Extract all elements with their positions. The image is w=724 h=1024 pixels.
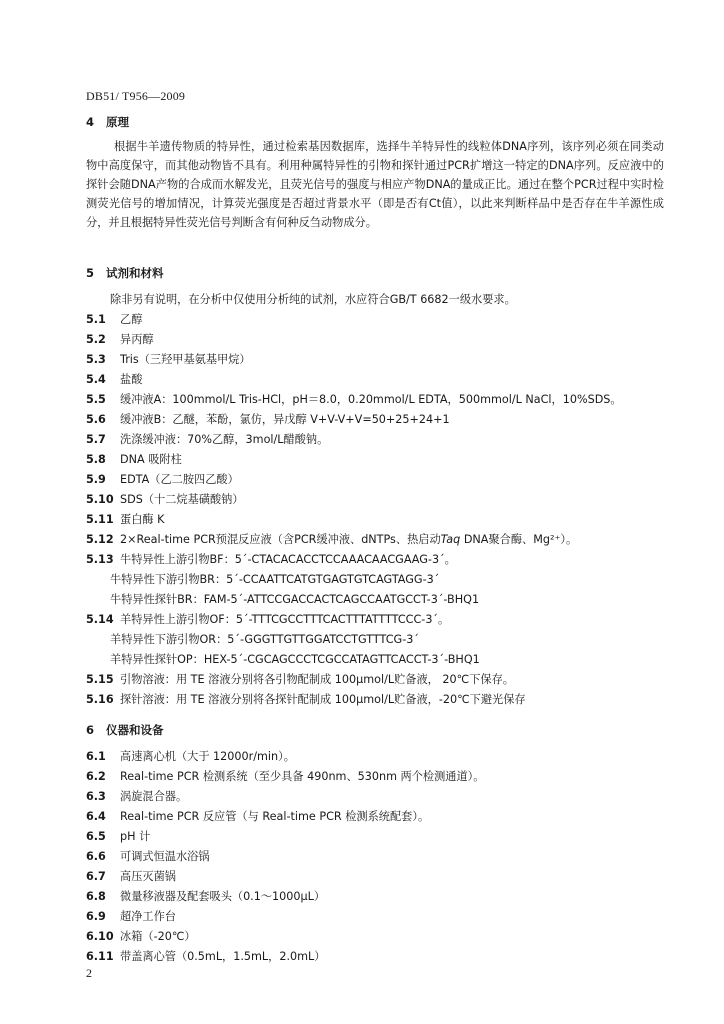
- item-text: 涡旋混合器。: [120, 790, 188, 803]
- item-text: 缓冲液A：100mmol/L Tris-HCl，pH＝8.0，0.20mmol/L EDTA，500mmol/L NaCl，10%SDS。: [120, 393, 622, 406]
- item-text: 异丙醇: [120, 333, 154, 346]
- item-number: 5.3: [86, 353, 106, 366]
- item-number: 6.3: [86, 790, 106, 803]
- item-number: 6.8: [86, 890, 106, 903]
- list-item-continuation: 牛特异性下游引物BR：5ˊ-CCAATTCATGTGAGTGTCAGTAGG-3ˊ: [110, 573, 440, 586]
- item-number: 5.8: [86, 453, 106, 466]
- section-5-heading: [86, 265, 164, 281]
- section-number: 5: [86, 266, 95, 280]
- list-item: [86, 788, 187, 804]
- item-number: 6.11: [86, 950, 114, 963]
- item-number: 6.7: [86, 870, 106, 883]
- list-item: [86, 351, 251, 367]
- item-number: 5.10: [86, 493, 114, 506]
- item-text: Real-time PCR 检测系统（至少具备 490nm、530nm 两个检测通道）。: [120, 770, 485, 783]
- item-text: Real-time PCR 反应管（与 Real-time PCR 检测系统配套）。: [120, 810, 430, 823]
- item-text: 蛋白酶 K: [120, 513, 165, 526]
- list-item: [86, 768, 484, 784]
- item-text: 2×Real-time PCR预混反应液（含PCR缓冲液、dNTPs、热启动: [120, 533, 441, 546]
- item-number: 5.14: [86, 613, 114, 626]
- list-item: [86, 948, 325, 964]
- item-number: 5.4: [86, 373, 106, 386]
- list-item: [86, 491, 244, 507]
- list-item-continuation: 羊特异性下游引物OR：5ˊ-GGGTTGTTGGATCCTGTTTCG-3ˊ: [110, 633, 419, 646]
- item-text: 牛特异性上游引物BF：5ˊ-CTACACACCTCCAAACAACGAAG-3ˊ。: [120, 553, 456, 566]
- section-4-body: 根据牛羊遗传物质的特异性，通过检索基因数据库，选择牛羊特异性的线粒体DNA序列，该序列必须在同类动物中高度保守，而其他动物皆不具有。利用种属特异性的引物和探针通过PCR扩增这一特定的DNA序列。反应液中的探针会随DNA产物的合成而水解发光，且荧光信号的强度与相应产物DNA的量成正比。通过在整个PCR过程中实时检测荧光信号的增加情况，计算荧光强度是否超过背景水平（即是否有Ct值），以此来判断样品中是否存在牛羊源性成分，并且根据特异性荧光信号判断含有何种反刍动物成分。: [86, 140, 664, 229]
- list-item-continuation: 羊特异性探针OP：HEX-5ˊ-CGCAGCCCTCGCCATAGTTCACCT-3ˊ-BHQ1: [110, 653, 480, 666]
- item-text: 探针溶液：用 TE 溶液分别将各探针配制成 100μmol/L贮备液，-20℃下避光保存: [120, 693, 526, 706]
- item-text: 盐酸: [120, 373, 143, 386]
- item-number: 6.6: [86, 850, 106, 863]
- list-item: [86, 828, 150, 844]
- section-number: 4: [86, 115, 95, 129]
- item-text: 缓冲液B：乙醚，苯酚，氯仿，异戊醇 V+V-V+V=50+25+24+1: [120, 413, 450, 426]
- list-item: [86, 748, 295, 764]
- item-text: 羊特异性上游引物OF：5ˊ-TTTCGCCTTTCACTTTATTTTCCC-3ˊ。: [120, 613, 450, 626]
- item-number: 5.1: [86, 313, 106, 326]
- item-text: 引物溶液：用 TE 溶液分别将各引物配制成 100μmol/L贮备液， 20℃下保存。: [120, 673, 514, 686]
- item-text: Tris（三羟甲基氨基甲烷）: [120, 353, 251, 366]
- item-number: 5.6: [86, 413, 106, 426]
- item-text: 冰箱（-20℃）: [120, 930, 196, 943]
- item-text: 高压灭菌锅: [120, 870, 176, 883]
- list-item: [86, 888, 325, 904]
- item-text: DNA聚合酶、Mg²⁺）。: [460, 533, 578, 546]
- item-number: 6.4: [86, 810, 106, 823]
- item-text: 乙醇: [120, 313, 143, 326]
- list-item: [86, 928, 196, 944]
- item-text: 可调式恒温水浴锅: [120, 850, 210, 863]
- section-number: 6: [86, 723, 95, 737]
- list-item: [86, 691, 526, 707]
- item-number: 5.9: [86, 473, 106, 486]
- list-item: [86, 511, 164, 527]
- list-item: [86, 611, 449, 627]
- item-number: 5.5: [86, 393, 106, 406]
- item-number: 5.15: [86, 673, 114, 686]
- list-item: [86, 551, 456, 567]
- list-item: [86, 391, 622, 407]
- section-5-intro: 除非另有说明，在分析中仅使用分析纯的试剂，水应符合GB/T 6682一级水要求。: [110, 293, 516, 306]
- list-item: [86, 671, 514, 687]
- item-text: 微量移液器及配套吸头（0.1～1000μL）: [120, 890, 326, 903]
- item-number: 5.12: [86, 533, 114, 546]
- list-item: [86, 431, 328, 447]
- item-text: 超净工作台: [120, 910, 176, 923]
- item-text: EDTA（乙二胺四乙酸）: [120, 473, 239, 486]
- item-text: 高速离心机（大于 12000r/min）。: [120, 750, 295, 763]
- item-text: 带盖离心管（0.5mL，1.5mL，2.0mL）: [120, 950, 326, 963]
- list-item: [86, 371, 142, 387]
- section-title: 试剂和材料: [106, 266, 164, 280]
- item-number: 5.13: [86, 553, 114, 566]
- item-number: 5.7: [86, 433, 106, 446]
- item-text-italic: Taq: [440, 533, 461, 546]
- item-number: 5.16: [86, 693, 114, 706]
- item-number: 6.9: [86, 910, 106, 923]
- section-title: 仪器和设备: [106, 723, 164, 737]
- list-item-continuation: 牛特异性探针BR：FAM-5ˊ-ATTCCGACCACTCAGCCAATGCCT-3ˊ-BHQ1: [110, 593, 480, 606]
- list-item: [86, 411, 450, 427]
- item-text: SDS（十二烷基磺酸钠）: [120, 493, 244, 506]
- list-item: [86, 311, 142, 327]
- item-text: 洗涤缓冲液：70%乙醇，3mol/L醋酸钠。: [120, 433, 329, 446]
- item-number: 6.1: [86, 750, 106, 763]
- item-number: 6.10: [86, 930, 114, 943]
- item-text: pH 计: [120, 830, 151, 843]
- item-number: 6.2: [86, 770, 106, 783]
- list-item: [86, 331, 154, 347]
- section-6-heading: [86, 722, 164, 738]
- item-number: 6.5: [86, 830, 106, 843]
- section-title: 原理: [106, 115, 129, 129]
- list-item: [86, 908, 176, 924]
- item-text: DNA 吸附柱: [120, 453, 182, 466]
- list-item: [86, 531, 577, 547]
- list-item: [86, 868, 176, 884]
- item-number: 5.2: [86, 333, 106, 346]
- list-item: [86, 451, 182, 467]
- list-item: [86, 848, 210, 864]
- item-number: 5.11: [86, 513, 114, 526]
- list-item: [86, 808, 429, 824]
- standard-number: DB51/ T956—2009: [86, 89, 186, 103]
- page-number: 2: [86, 966, 92, 980]
- section-4-heading: [86, 114, 129, 130]
- list-item: [86, 471, 239, 487]
